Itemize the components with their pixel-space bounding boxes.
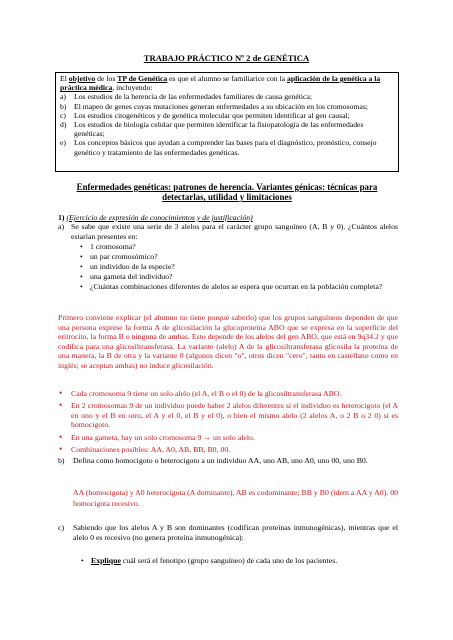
- bullet-dot: •: [81, 556, 84, 565]
- question-subtitle: (Ejercicio de expresión de conocimientos y de justificación): [66, 213, 253, 222]
- bullet-bold: Explique: [91, 556, 121, 565]
- objective-item: [60, 111, 394, 120]
- intro-objetivo: objetivo: [68, 74, 96, 83]
- item-marker: b): [60, 101, 67, 111]
- question-text: Se sabe que existe una serie de 3 alelos para el carácter grupo sanguíneo (A, B y 0). ¿Cuántos alelos estarían presentes en:: [71, 222, 398, 241]
- intro-text: , incluyendo:: [112, 83, 153, 93]
- item-text: Los estudios de biología celular que permiten identificar la fisiopatología de las enfermedades genéticas;: [74, 120, 364, 139]
- item-marker: a): [58, 222, 65, 232]
- item-text: Los conceptos básicos que ayudan a comprender las bases para el diagnóstico, pronóstico, consejo genético y tratamiento de las enfermedades genéticas.: [74, 138, 377, 157]
- question-number: 1): [58, 213, 65, 222]
- intro-text: es que el alumno se familiarice con la: [167, 74, 287, 83]
- question-text: Sabiendo que los alelos A y B son dominantes (codifican proteínas inmunogénicas), mientras que el alelo 0 es recesivo (no genera proteína inmunogénica):: [73, 523, 398, 543]
- objectives-box: [55, 72, 399, 172]
- item-marker: c): [60, 110, 66, 120]
- question-bullet: • un individuo de la especie?: [80, 262, 398, 271]
- intro-aplicacion: aplicación de la genética a la práctica médica: [60, 74, 381, 93]
- question-1-header: [58, 213, 398, 222]
- objective-item: [60, 138, 394, 156]
- answer-1b: AA (homocigota) y A0 heterocigota (A dominante), AB es codominante; BB y B0 (ídem a AA y A0). 00 homocigota recesivo.: [73, 488, 398, 508]
- question-text: Defina como homocigoto o heterocigoto a un individuo AA, uno AB, uno A0, uno 00, uno B0.: [73, 456, 368, 465]
- answer-paragraph: Primero conviene explicar (el alumno no tiene porqué saberlo) que los grupos sanguíneos dependen de que una persona exprese la forma A de glicosilación la glucoproteína ABO que se expresa en la superficie del eritrocito, la forma B o ninguna de ambas. Esto depende de los alelos del gen ABO, que está en 9q34.2 y que codifica para una glicosiltransferasa. La variante (alelo) A de la glicosiltransferasa glicosila la proteína de una manera, la B de otra y la variante 0 (algunos dicen "o", otros dicen "cero", tanto en castellano como en inglés; se aceptan ambas) no induce glicosilación.: [58, 313, 398, 370]
- item-marker: d): [60, 120, 67, 130]
- question-bullet: • 1 cromosoma?: [80, 242, 398, 251]
- objectives-list: [60, 92, 394, 156]
- question-1a-bullets: [58, 242, 398, 291]
- question-bullet: • un par cromosómico?: [80, 252, 398, 261]
- answer-bullet: • Combinaciones posibles: AA, A0, AB, BB, B0, 00.: [58, 445, 398, 455]
- objective-item: [60, 92, 394, 101]
- item-marker: b): [58, 456, 65, 465]
- intro-text: de los: [95, 74, 118, 83]
- question-1c-bullet: [81, 556, 396, 566]
- item-marker: c): [58, 523, 65, 532]
- item-text: Los estudios citogenéticos y de genética molecular que permiten identificar al gen causal;: [74, 110, 350, 120]
- answer-bullets: [58, 389, 398, 457]
- answer-bullet: • Cada cromosoma 9 tiene un solo alelo (el A, el B o el 0) de la glicosiltransferasa ABO.: [58, 389, 398, 399]
- objective-item: [60, 120, 394, 138]
- item-marker: e): [60, 138, 66, 148]
- question-bullet: • ¿Cuántas combinaciones diferentes de alelos se espera que ocurran en la población completa?: [80, 282, 398, 291]
- intro-text: El: [60, 74, 69, 83]
- document-title: TRABAJO PRÁCTICO Nº 2 de GENÉTICA: [143, 53, 310, 63]
- answer-bullet: • En 2 cromosomas 9 de un individuo puede haber 2 alelos diferentes si el individuo es heterocigoto (el A en uno y el B en otro, el A y el 0, el B y el 0), o bien el mismo alelo (2 alelos A, o 2 B o 2 0) si es homocigoto.: [58, 401, 398, 430]
- question-1a: [58, 222, 398, 241]
- objective-item: [60, 102, 394, 111]
- objectives-intro: [60, 74, 394, 92]
- item-text: Los estudios de la herencia de las enfermedades familiares de causa genética;: [74, 92, 312, 102]
- question-1: [58, 213, 398, 292]
- question-1b: [58, 456, 398, 467]
- item-marker: a): [60, 92, 66, 102]
- item-text: El mapeo de genes cuyas mutaciones generan enfermedades a su ubicación en los cromosomas;: [74, 101, 368, 111]
- intro-tp: TP de Genética: [117, 74, 168, 83]
- answer-bullet: • En una gameta, hay un solo cromosoma 9 → un solo alelo.: [58, 433, 398, 443]
- question-1c: [58, 523, 398, 543]
- question-bullet: • una gameta del individuo?: [80, 272, 398, 281]
- section-title: Enfermedades genéticas: patrones de herencia. Variantes génicas: técnicas para detectarlas, utilidad y limitaciones: [76, 182, 378, 203]
- bullet-text: cuál será el fenotipo (grupo sanguíneo) de cada uno de los pacientes.: [120, 556, 338, 565]
